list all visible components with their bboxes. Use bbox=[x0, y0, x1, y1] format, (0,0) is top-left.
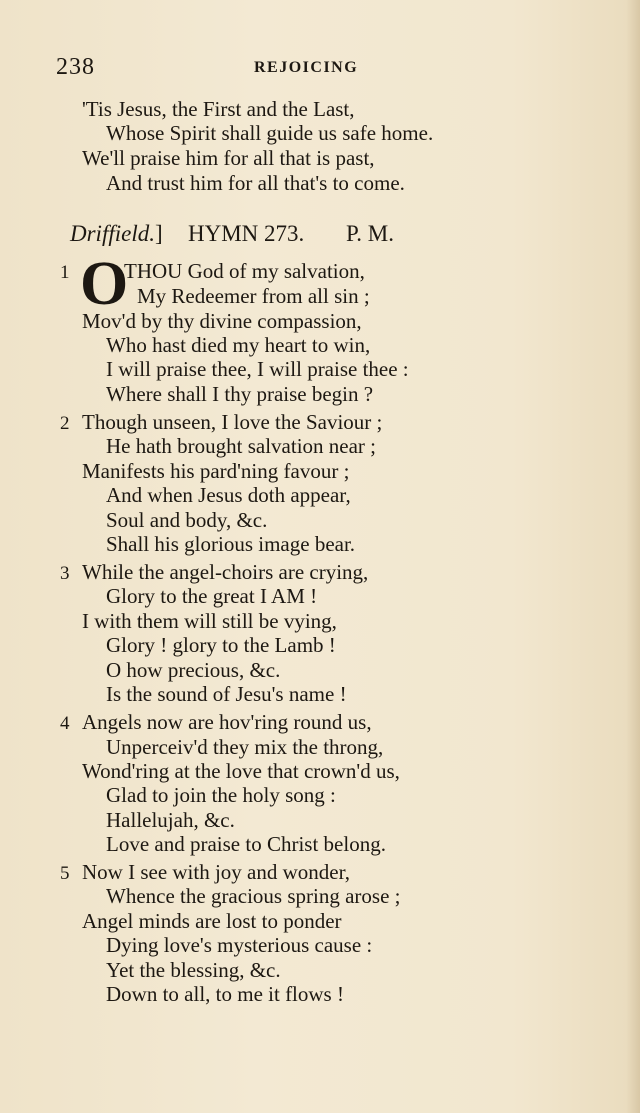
verse-line: Mov'd by thy divine compassion, bbox=[82, 309, 362, 333]
verse-line: Is the sound of Jesu's name ! bbox=[106, 682, 347, 706]
verse-line: Wond'ring at the love that crown'd us, bbox=[82, 759, 400, 783]
verse-line: Glory ! glory to the Lamb ! bbox=[106, 633, 336, 657]
verse-number: 5 bbox=[60, 863, 70, 884]
verse-number: 2 bbox=[60, 413, 70, 434]
verse-line: Shall his glorious image bear. bbox=[106, 532, 356, 556]
page-edge-shading bbox=[626, 0, 640, 1113]
verse-line: My Redeemer from all sin ; bbox=[137, 284, 370, 308]
hymn-title: HYMN 273. bbox=[188, 221, 305, 246]
verse-line: Glad to join the holy song : bbox=[106, 783, 336, 807]
carryover-line: 'Tis Jesus, the First and the Last, bbox=[82, 97, 355, 121]
verse-line: Hallelujah, &c. bbox=[106, 808, 235, 832]
verse-number: 1 bbox=[60, 262, 70, 283]
hymn-meter: P. M. bbox=[346, 221, 394, 246]
drop-cap: O bbox=[80, 250, 129, 318]
carryover-line: And trust him for all that's to come. bbox=[106, 171, 405, 195]
verse-line: Angel minds are lost to ponder bbox=[82, 909, 342, 933]
verse-line: Though unseen, I love the Saviour ; bbox=[82, 410, 383, 434]
tune-name: Driffield. bbox=[70, 221, 155, 246]
verse-line: Unperceiv'd they mix the throng, bbox=[106, 735, 384, 759]
verse-line: Soul and body, &c. bbox=[106, 508, 268, 532]
verse-line: Whence the gracious spring arose ; bbox=[106, 884, 401, 908]
page-number: 238 bbox=[56, 54, 95, 80]
verse-line: O how precious, &c. bbox=[106, 658, 281, 682]
verse-line: I with them will still be vying, bbox=[82, 609, 337, 633]
verse-line: THOU God of my salvation, bbox=[124, 259, 365, 283]
verse-line: Manifests his pard'ning favour ; bbox=[82, 459, 350, 483]
verse-line: Angels now are hov'ring round us, bbox=[82, 710, 372, 734]
page-header bbox=[56, 54, 496, 84]
verse-line: Where shall I thy praise begin ? bbox=[106, 382, 374, 406]
carryover-line: Whose Spirit shall guide us safe home. bbox=[106, 121, 434, 145]
verse-line: He hath brought salvation near ; bbox=[106, 434, 377, 458]
carryover-line: We'll praise him for all that is past, bbox=[82, 146, 375, 170]
hymn-heading bbox=[70, 221, 394, 247]
verse-line: Now I see with joy and wonder, bbox=[82, 860, 351, 884]
verse-line: And when Jesus doth appear, bbox=[106, 483, 351, 507]
verse-number: 4 bbox=[60, 713, 70, 734]
verse-line: While the angel-choirs are crying, bbox=[82, 560, 369, 584]
verse-number: 3 bbox=[60, 563, 70, 584]
tune-bracket: ] bbox=[154, 221, 163, 246]
running-title: REJOICING bbox=[254, 59, 359, 76]
verse-line: Yet the blessing, &c. bbox=[106, 958, 281, 982]
verse-line: Who hast died my heart to win, bbox=[106, 333, 371, 357]
verse-line: Glory to the great I AM ! bbox=[106, 584, 318, 608]
verse-line: I will praise thee, I will praise thee : bbox=[106, 357, 409, 381]
verse-line: Love and praise to Christ belong. bbox=[106, 832, 386, 856]
verse-line: Dying love's mysterious cause : bbox=[106, 933, 373, 957]
verse-line: Down to all, to me it flows ! bbox=[106, 982, 344, 1006]
